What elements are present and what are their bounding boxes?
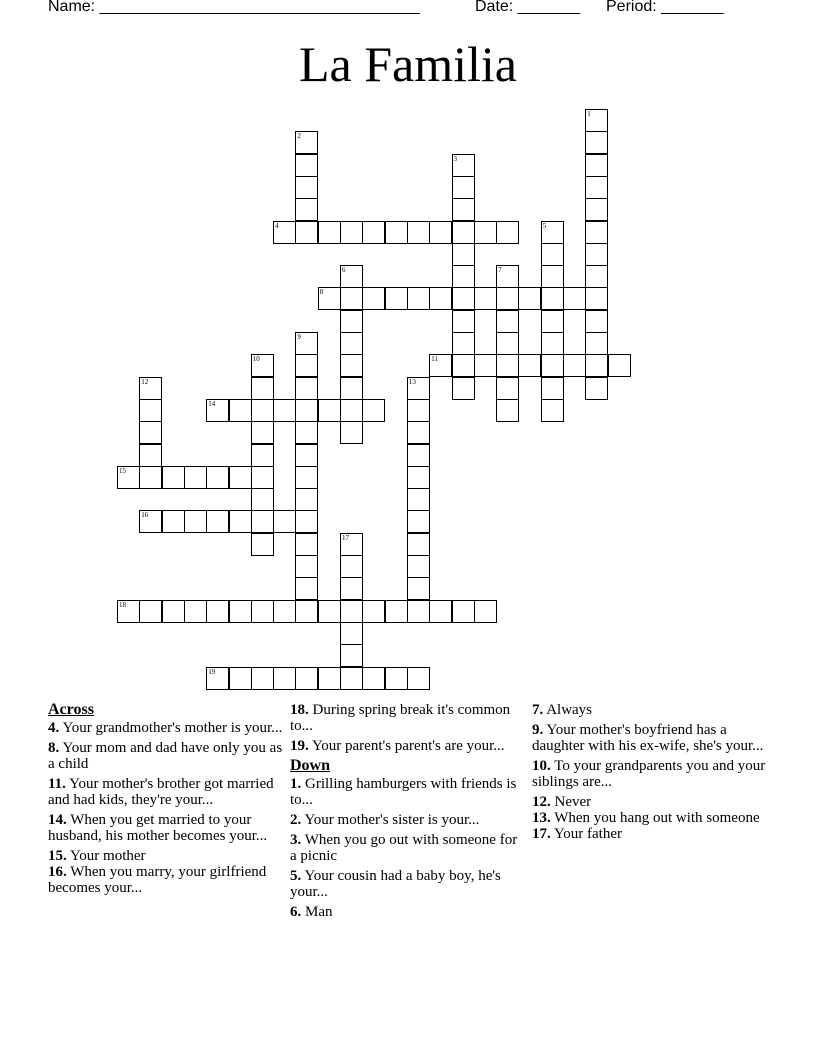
crossword-cell[interactable] bbox=[585, 377, 608, 400]
crossword-cell[interactable] bbox=[563, 287, 586, 310]
crossword-cell[interactable] bbox=[541, 221, 564, 244]
crossword-cell[interactable] bbox=[340, 622, 363, 645]
crossword-cell[interactable] bbox=[585, 109, 608, 132]
crossword-cell[interactable] bbox=[407, 555, 430, 578]
clue-down-3: 3. When you go out with someone for a picnic bbox=[290, 832, 518, 864]
crossword-cell[interactable] bbox=[229, 399, 252, 422]
crossword-cell[interactable] bbox=[362, 600, 385, 623]
crossword-cell[interactable] bbox=[407, 466, 430, 489]
cell-number: 15 bbox=[119, 466, 126, 475]
cell-number: 19 bbox=[208, 667, 216, 676]
crossword-cell[interactable] bbox=[340, 332, 363, 355]
clue-across-16: 16. When you marry, your girlfriend becomes your... bbox=[48, 864, 267, 896]
clue-column-3 bbox=[532, 702, 772, 846]
crossword-cell[interactable] bbox=[295, 421, 318, 444]
cell-number: 11 bbox=[431, 355, 438, 364]
clue-down-13: 13. When you hang out with someone bbox=[532, 810, 760, 826]
clue-down-17: 17. Your father bbox=[532, 826, 623, 842]
clue-across-19: 19. Your parent's parent's are your... bbox=[290, 738, 505, 754]
crossword-cell[interactable] bbox=[139, 421, 162, 444]
crossword-cell[interactable] bbox=[295, 510, 318, 533]
crossword-cell[interactable] bbox=[273, 510, 296, 533]
crossword-cell[interactable] bbox=[518, 354, 541, 377]
crossword-cell[interactable] bbox=[496, 377, 519, 400]
crossword-cell[interactable] bbox=[229, 466, 252, 489]
cell-number: 1 bbox=[587, 110, 591, 118]
crossword-cell[interactable] bbox=[429, 287, 452, 310]
crossword-cell[interactable] bbox=[295, 198, 318, 221]
clue-down-7: 7. Always bbox=[532, 702, 593, 718]
crossword-cell[interactable] bbox=[295, 533, 318, 556]
crossword-cell[interactable] bbox=[585, 154, 608, 177]
crossword-cell[interactable] bbox=[162, 466, 185, 489]
crossword-cell[interactable] bbox=[407, 377, 430, 400]
crossword-cell[interactable] bbox=[251, 466, 274, 489]
crossword-cell[interactable] bbox=[474, 600, 497, 623]
cell-number: 8 bbox=[319, 288, 324, 297]
crossword-cell[interactable] bbox=[251, 667, 274, 690]
crossword-cell[interactable] bbox=[295, 488, 318, 511]
clue-down-12: 12. Never bbox=[532, 794, 592, 810]
crossword-cell[interactable] bbox=[585, 243, 608, 266]
crossword-cell[interactable] bbox=[452, 221, 475, 244]
cell-number: 2 bbox=[297, 132, 301, 141]
crossword-cell[interactable] bbox=[452, 243, 475, 266]
crossword-cell[interactable] bbox=[541, 287, 564, 310]
crossword-cell[interactable] bbox=[251, 399, 274, 422]
crossword-cell[interactable] bbox=[251, 488, 274, 511]
crossword-cell[interactable] bbox=[429, 600, 452, 623]
date-field-label: Date: _______ bbox=[475, 0, 580, 15]
crossword-cell[interactable] bbox=[518, 287, 541, 310]
clue-column-2 bbox=[290, 702, 525, 924]
crossword-cell[interactable] bbox=[295, 354, 318, 377]
crossword-cell[interactable] bbox=[585, 131, 608, 154]
crossword-cell[interactable] bbox=[340, 399, 363, 422]
crossword-cell[interactable] bbox=[139, 466, 162, 489]
crossword-cell[interactable] bbox=[340, 667, 363, 690]
across-heading: Across bbox=[48, 701, 94, 718]
crossword-cell[interactable] bbox=[184, 510, 207, 533]
crossword-cell[interactable] bbox=[541, 332, 564, 355]
name-field-label: Name: ____________________________________ bbox=[48, 0, 420, 15]
crossword-cell[interactable] bbox=[295, 377, 318, 400]
cell-number: 5 bbox=[542, 221, 547, 230]
clue-across-4: 4. Your grandmother's mother is your... bbox=[48, 720, 283, 736]
crossword-cell[interactable] bbox=[295, 332, 318, 355]
crossword-cell[interactable] bbox=[295, 444, 318, 467]
crossword-cell[interactable] bbox=[407, 667, 430, 690]
crossword-cell[interactable] bbox=[273, 221, 296, 244]
cell-number: 10 bbox=[252, 355, 260, 364]
crossword-cell[interactable] bbox=[295, 466, 318, 489]
crossword-cell[interactable] bbox=[362, 667, 385, 690]
crossword-cell[interactable] bbox=[139, 510, 162, 533]
crossword-cell[interactable] bbox=[340, 265, 363, 288]
clue-across-15: 15. Your mother bbox=[48, 848, 146, 864]
crossword-cell[interactable] bbox=[541, 310, 564, 333]
cell-number: 7 bbox=[498, 266, 502, 275]
crossword-cell[interactable] bbox=[117, 600, 140, 623]
crossword-cell[interactable] bbox=[340, 644, 363, 667]
clue-down-6: 6. Man bbox=[290, 904, 333, 920]
crossword-cell[interactable] bbox=[585, 221, 608, 244]
crossword-cell[interactable] bbox=[496, 265, 519, 288]
crossword-cell[interactable] bbox=[139, 399, 162, 422]
clue-down-2: 2. Your mother's sister is your... bbox=[290, 812, 480, 828]
crossword-cell[interactable] bbox=[362, 399, 385, 422]
crossword-cell[interactable] bbox=[429, 354, 452, 377]
clue-column-1 bbox=[48, 702, 283, 900]
cell-number: 12 bbox=[141, 377, 149, 386]
crossword-cell[interactable] bbox=[340, 577, 363, 600]
crossword-cell[interactable] bbox=[429, 221, 452, 244]
crossword-cell[interactable] bbox=[295, 555, 318, 578]
crossword-cell[interactable] bbox=[340, 533, 363, 556]
crossword-cell[interactable] bbox=[162, 600, 185, 623]
crossword-cell[interactable] bbox=[251, 354, 274, 377]
crossword-cell[interactable] bbox=[541, 265, 564, 288]
crossword-cell[interactable] bbox=[585, 287, 608, 310]
crossword-cell[interactable] bbox=[295, 131, 318, 154]
crossword-cell[interactable] bbox=[452, 310, 475, 333]
crossword-cell[interactable] bbox=[318, 399, 341, 422]
crossword-cell[interactable] bbox=[206, 510, 229, 533]
crossword-cell[interactable] bbox=[139, 377, 162, 400]
crossword-cell[interactable] bbox=[407, 399, 430, 422]
crossword-cell[interactable] bbox=[318, 287, 341, 310]
cell-number: 17 bbox=[342, 533, 349, 542]
clue-down-9: 9. Your mother's boyfriend has a daughter with his ex-wife, she's your... bbox=[532, 722, 764, 754]
crossword-cell[interactable] bbox=[295, 667, 318, 690]
crossword-cell[interactable] bbox=[585, 265, 608, 288]
clue-down-10: 10. To your grandparents you and your siblings are... bbox=[532, 758, 766, 790]
crossword-cell[interactable] bbox=[563, 354, 586, 377]
crossword-cell[interactable] bbox=[340, 310, 363, 333]
crossword-cell[interactable] bbox=[251, 444, 274, 467]
crossword-cell[interactable] bbox=[585, 332, 608, 355]
crossword-cell[interactable] bbox=[251, 377, 274, 400]
crossword-cell[interactable] bbox=[295, 577, 318, 600]
cell-number: 13 bbox=[408, 377, 416, 386]
crossword-cell[interactable] bbox=[407, 510, 430, 533]
crossword-cell[interactable] bbox=[139, 600, 162, 623]
crossword-cell[interactable] bbox=[362, 287, 385, 310]
crossword-cell[interactable] bbox=[117, 466, 140, 489]
crossword-cell[interactable] bbox=[206, 466, 229, 489]
crossword-cell[interactable] bbox=[452, 287, 475, 310]
clue-across-11: 11. Your mother's brother got married and had kids, they're your... bbox=[48, 776, 274, 808]
crossword-cell[interactable] bbox=[452, 176, 475, 199]
crossword-cell[interactable] bbox=[452, 265, 475, 288]
crossword-cell[interactable] bbox=[229, 600, 252, 623]
crossword-cell[interactable] bbox=[251, 421, 274, 444]
crossword-cell[interactable] bbox=[496, 399, 519, 422]
crossword-cell[interactable] bbox=[407, 421, 430, 444]
crossword-cell[interactable] bbox=[385, 287, 408, 310]
crossword-cell[interactable] bbox=[474, 221, 497, 244]
crossword-cell[interactable] bbox=[585, 310, 608, 333]
crossword-cell[interactable] bbox=[496, 332, 519, 355]
crossword-cell[interactable] bbox=[407, 488, 430, 511]
crossword-cell[interactable] bbox=[229, 510, 252, 533]
crossword-cell[interactable] bbox=[407, 600, 430, 623]
crossword-cell[interactable] bbox=[452, 332, 475, 355]
crossword-cell[interactable] bbox=[295, 399, 318, 422]
crossword-cell[interactable] bbox=[206, 399, 229, 422]
down-heading: Down bbox=[290, 757, 331, 774]
crossword-cell[interactable] bbox=[608, 354, 631, 377]
crossword-cell[interactable] bbox=[585, 198, 608, 221]
crossword-cell[interactable] bbox=[340, 354, 363, 377]
crossword-cell[interactable] bbox=[474, 354, 497, 377]
crossword-cell[interactable] bbox=[340, 287, 363, 310]
crossword-cell[interactable] bbox=[541, 399, 564, 422]
crossword-cell[interactable] bbox=[251, 510, 274, 533]
crossword-cell[interactable] bbox=[385, 667, 408, 690]
crossword-cell[interactable] bbox=[340, 555, 363, 578]
crossword-cell[interactable] bbox=[273, 600, 296, 623]
crossword-cell[interactable] bbox=[318, 600, 341, 623]
crossword-cell[interactable] bbox=[295, 176, 318, 199]
cell-number: 3 bbox=[453, 154, 457, 163]
crossword-cell[interactable] bbox=[496, 310, 519, 333]
crossword-cell[interactable] bbox=[184, 600, 207, 623]
clue-across-8: 8. Your mom and dad have only you as a child bbox=[48, 740, 283, 772]
clue-across-14: 14. When you get married to your husband, his mother becomes your... bbox=[48, 812, 268, 844]
crossword-cell[interactable] bbox=[385, 600, 408, 623]
crossword-cell[interactable] bbox=[407, 444, 430, 467]
crossword-cell[interactable] bbox=[452, 154, 475, 177]
cell-number: 16 bbox=[141, 511, 149, 520]
crossword-cell[interactable] bbox=[162, 510, 185, 533]
cell-number: 14 bbox=[208, 399, 216, 408]
crossword-cell[interactable] bbox=[295, 600, 318, 623]
crossword-cell[interactable] bbox=[362, 221, 385, 244]
crossword-cell[interactable] bbox=[251, 600, 274, 623]
crossword-cell[interactable] bbox=[407, 221, 430, 244]
crossword-cell[interactable] bbox=[340, 421, 363, 444]
crossword-cell[interactable] bbox=[474, 287, 497, 310]
crossword-cell[interactable] bbox=[273, 399, 296, 422]
crossword-cell[interactable] bbox=[251, 533, 274, 556]
crossword-cell[interactable] bbox=[496, 221, 519, 244]
crossword-cell[interactable] bbox=[541, 243, 564, 266]
crossword-cell[interactable] bbox=[184, 466, 207, 489]
crossword-cell[interactable] bbox=[585, 176, 608, 199]
crossword-cell[interactable] bbox=[295, 221, 318, 244]
crossword-cell[interactable] bbox=[452, 354, 475, 377]
crossword-cell[interactable] bbox=[452, 198, 475, 221]
crossword-cell[interactable] bbox=[452, 600, 475, 623]
clue-down-1: 1. Grilling hamburgers with friends is to... bbox=[290, 776, 517, 808]
crossword-cell[interactable] bbox=[340, 221, 363, 244]
cell-number: 6 bbox=[342, 266, 346, 275]
crossword-cell[interactable] bbox=[318, 221, 341, 244]
crossword-cell[interactable] bbox=[273, 667, 296, 690]
crossword-cell[interactable] bbox=[206, 600, 229, 623]
crossword-cell[interactable] bbox=[407, 533, 430, 556]
period-field-label: Period: _______ bbox=[606, 0, 724, 15]
crossword-cell[interactable] bbox=[496, 354, 519, 377]
cell-number: 9 bbox=[297, 333, 301, 341]
crossword-cell[interactable] bbox=[318, 667, 341, 690]
crossword-cell[interactable] bbox=[541, 377, 564, 400]
crossword-cell[interactable] bbox=[139, 444, 162, 467]
crossword-cell[interactable] bbox=[585, 354, 608, 377]
crossword-cell[interactable] bbox=[407, 287, 430, 310]
cell-number: 4 bbox=[275, 221, 279, 230]
clue-across-18: 18. During spring break it's common to... bbox=[290, 702, 511, 734]
cell-number: 18 bbox=[119, 600, 126, 609]
clue-down-5: 5. Your cousin had a baby boy, he's your... bbox=[290, 868, 501, 900]
crossword-cell[interactable] bbox=[541, 354, 564, 377]
page-title: La Familia bbox=[299, 36, 517, 92]
crossword-cell[interactable] bbox=[385, 221, 408, 244]
crossword-cell[interactable] bbox=[229, 667, 252, 690]
crossword-cell[interactable] bbox=[452, 377, 475, 400]
crossword-cell[interactable] bbox=[340, 600, 363, 623]
crossword-cell[interactable] bbox=[496, 287, 519, 310]
crossword-cell[interactable] bbox=[206, 667, 229, 690]
crossword-cell[interactable] bbox=[407, 577, 430, 600]
crossword-cell[interactable] bbox=[340, 377, 363, 400]
crossword-cell[interactable] bbox=[295, 154, 318, 177]
